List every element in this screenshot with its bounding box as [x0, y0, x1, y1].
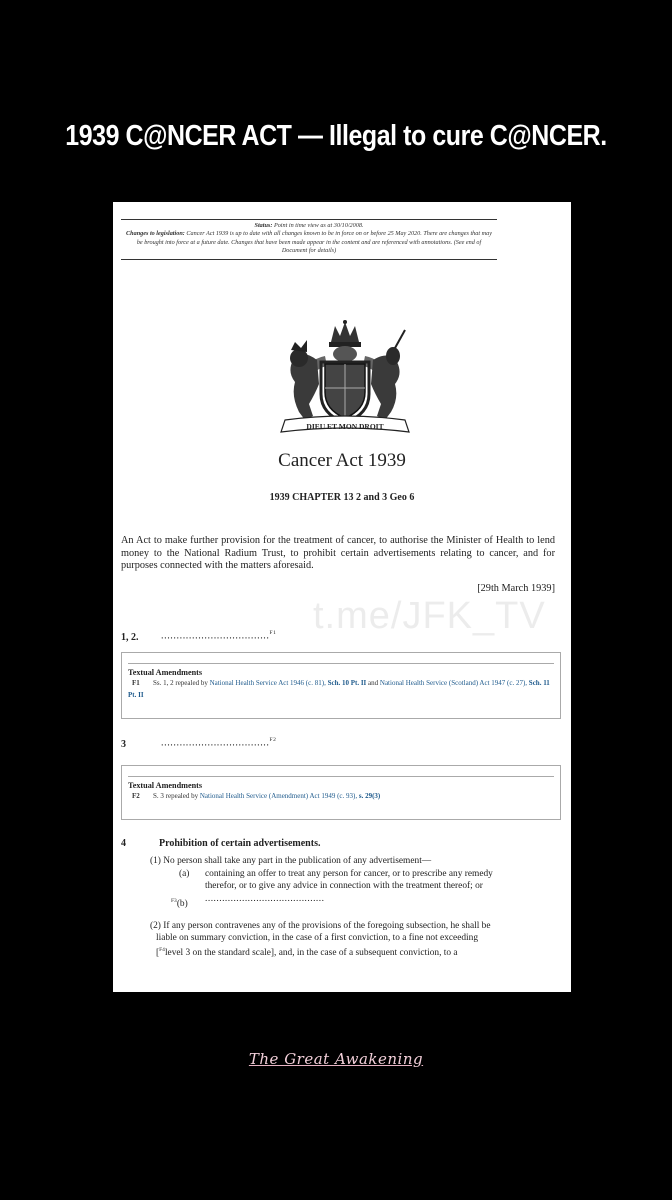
amendment-link[interactable]: National Health Service Act 1946 (c. 81),: [209, 679, 326, 687]
section-number-3: 3: [121, 739, 126, 750]
status-label: Status:: [254, 222, 273, 229]
footer-signature: The Great Awakening: [248, 1050, 424, 1068]
section-4-para-b-dots: ..........................................: [205, 894, 325, 904]
footnote-ref[interactable]: F2: [269, 737, 277, 743]
section-4-subsection-2-line1: (2) If any person contravenes any of the provisions of the foregoing subsection, he shall be: [150, 921, 491, 931]
section-4-para-a-line2: therefor, or to give any advice in connection with the treatment thereof; or: [205, 881, 483, 891]
footnote-ref[interactable]: F1: [269, 630, 277, 636]
chapter-line: 1939 CHAPTER 13 2 and 3 Geo 6: [269, 492, 415, 503]
document-page: [113, 202, 571, 992]
amendment-f1: F1 Ss. 1, 2 repealed by National Health Service Act 1946 (c. 81), Sch. 10 Pt. II and National Health Service (Scotland) Act 1947 (c. 27), Sch. 11 Pt. II: [128, 679, 550, 699]
section-4-para-a-line1: containing an offer to treat any person for cancer, or to prescribe any remedy: [205, 869, 493, 879]
changes-text: Cancer Act 1939 is up to date with all changes known to be in force on or before 25 May 2020. There are changes that may be brought into force at a future date. Changes that have been made appear in the content and are referenced with annotations. (See end of Document for details): [136, 230, 492, 255]
changes-label: Changes to legislation:: [126, 230, 185, 238]
status-box: [121, 219, 497, 260]
amendment-link[interactable]: National Health Service (Scotland) Act 1947 (c. 27),: [379, 679, 528, 687]
section-4-heading: 4 Prohibition of certain advertisements.: [121, 838, 321, 849]
amendment-link[interactable]: National Health Service (Amendment) Act 1949 (c. 93),: [199, 792, 358, 800]
royal-coat-of-arms-icon: [265, 320, 425, 438]
section-4-subsection-1: (1) No person shall take any part in the publication of any advertisement—: [150, 856, 432, 866]
section-4-subsection-2-line3: [$^{F4}$level 3 on the standard scale], and, in the case of a subsequent conviction, to a: [156, 947, 458, 959]
amendment-link[interactable]: Sch. 10 Pt. II: [327, 679, 367, 687]
section-4-para-b: $^{F3}$(b): [171, 898, 188, 910]
amendments-title: Textual Amendments: [128, 668, 203, 677]
footnote-ref[interactable]: F4: [159, 947, 165, 953]
act-title: Cancer Act 1939: [278, 450, 406, 471]
crest-motto: DIEU ET MON DROIT: [306, 422, 384, 431]
status-text: Point in time view as at 30/10/2008.: [273, 222, 364, 229]
section-4-para-a-label: (a): [179, 869, 190, 879]
amendment-f2: F2 S. 3 repealed by National Health Service (Amendment) Act 1949 (c. 93), s. 29(3): [132, 792, 381, 800]
section-3-repealed-dots: ...................................$^{F2}$: [161, 737, 277, 749]
amendments-title: Textual Amendments: [128, 781, 203, 790]
amendment-link[interactable]: s. 29(3): [358, 792, 381, 800]
textual-amendments-box: [121, 765, 561, 820]
royal-assent-date: [29th March 1939]: [477, 583, 555, 594]
section-number-1-2: 1, 2.: [121, 632, 139, 643]
footnote-ref[interactable]: F3: [171, 898, 177, 904]
amendment-link[interactable]: Sch. 11 Pt. II: [128, 679, 550, 699]
textual-amendments-box: [121, 652, 561, 719]
section-4-subsection-2-line2: liable on summary conviction, in the case of a first conviction, to a fine not exceeding: [156, 933, 479, 943]
preamble: An Act to make further provision for the treatment of cancer, to authorise the Minister of Health to lend money to the National Radium Trust, to prohibit certain advertisements relating to cancer, and for purposes connected with the matters aforesaid.: [121, 535, 555, 572]
section-1-2-repealed-dots: ...................................$^{F1}$: [161, 630, 277, 642]
headline: 1939 C@NCER ACT — Illegal to cure C@NCER.: [65, 120, 607, 152]
watermark: t.me/JFK_TV: [313, 595, 546, 637]
